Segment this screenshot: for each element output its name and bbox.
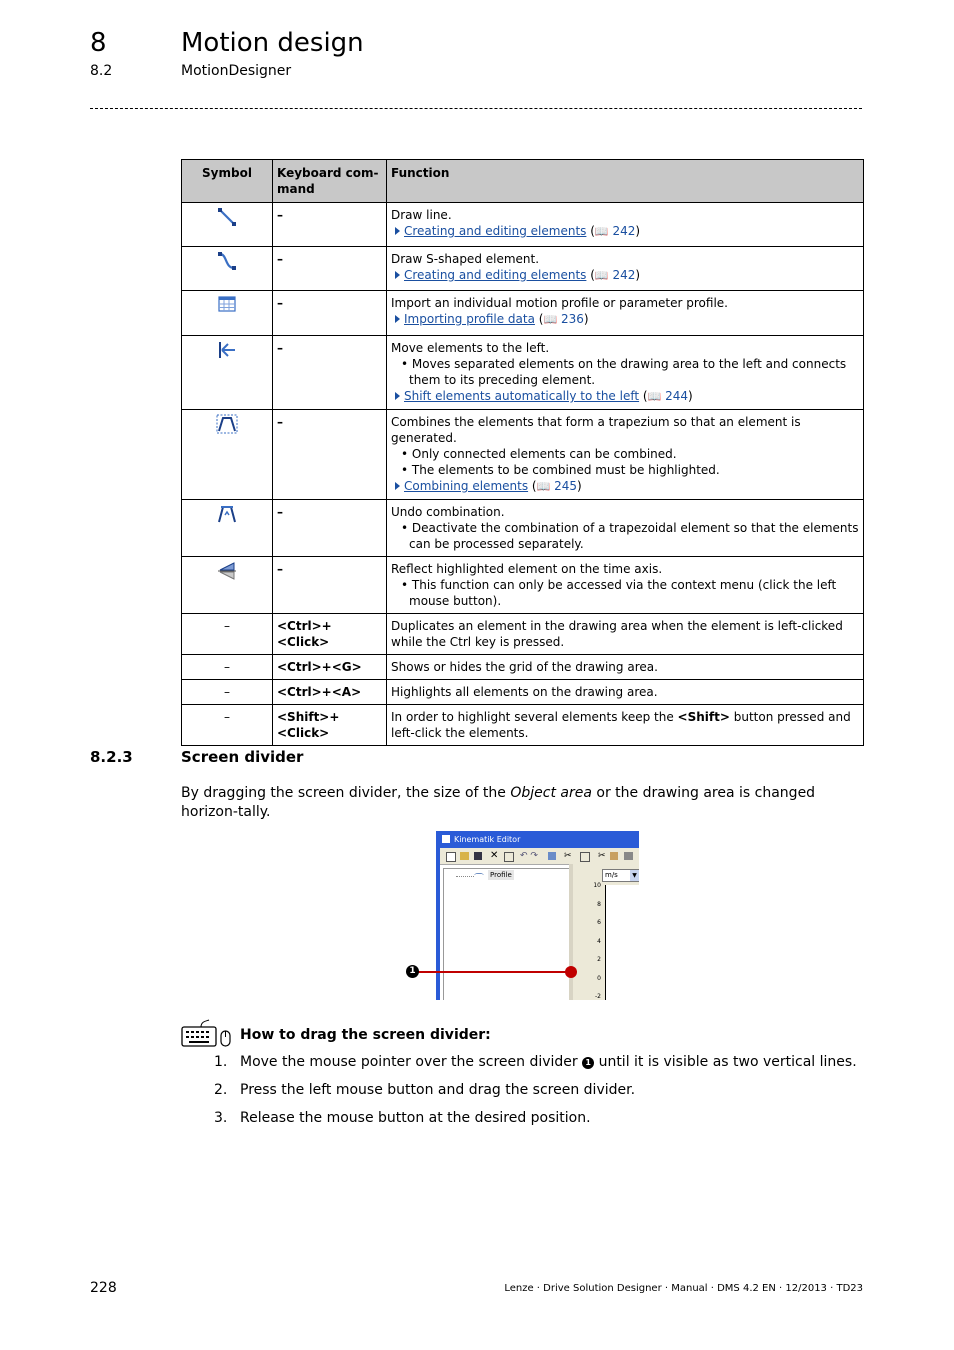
- book-icon: 📖: [543, 313, 558, 326]
- table-row: [182, 247, 864, 291]
- book-icon: 📖: [647, 390, 662, 403]
- symbol-cell: [182, 655, 273, 680]
- object-area[interactable]: [443, 868, 570, 1000]
- link-arrow-icon: [395, 482, 400, 490]
- bullet-item: • Only connected elements can be combined.: [391, 446, 859, 462]
- callout-number: 1: [406, 965, 419, 978]
- symbol-cell: [182, 336, 273, 410]
- table-row: [182, 655, 864, 680]
- column-header-symbol: Symbol: [182, 160, 273, 203]
- window-title-bar: Kinematik Editor: [436, 831, 639, 848]
- window-left-border: [436, 848, 440, 1000]
- bullet-item: • This function can only be accessed via the context menu (click the left mouse button).: [391, 577, 859, 609]
- header-divider: [90, 108, 862, 109]
- cross-reference-link[interactable]: Combining elements: [404, 479, 529, 493]
- page-reference[interactable]: 236: [560, 312, 584, 326]
- function-cell: Combines the elements that form a trapezium so that an element is generated. • Only connected elements can be combined. • The elements to be combined must be highlighted. Combining elements (📖 245): [387, 410, 864, 500]
- function-text: Import an individual motion profile or parameter profile.: [391, 296, 728, 310]
- table-row: [182, 203, 864, 247]
- keyboard-command-cell: <Ctrl>+<G>: [273, 655, 387, 680]
- function-text: Move elements to the left.: [391, 341, 550, 355]
- section-title: MotionDesigner: [181, 63, 292, 79]
- keyboard-command-cell: <Shift>+<Click>: [273, 705, 387, 746]
- table-import-icon: [217, 302, 237, 316]
- table-row: [182, 614, 864, 655]
- keyboard-command-cell: –: [273, 500, 387, 557]
- toolbar-functions-table: [181, 159, 864, 746]
- function-cell: Import an individual motion profile or parameter profile. Importing profile data (📖 236): [387, 291, 864, 336]
- book-icon: 📖: [594, 269, 609, 282]
- table-row: [182, 500, 864, 557]
- keyboard-command-cell: –: [273, 410, 387, 500]
- cross-reference-link[interactable]: Creating and editing elements: [404, 224, 587, 238]
- chevron-down-icon: ▼: [630, 870, 639, 881]
- chapter-title: Motion design: [181, 28, 364, 58]
- symbol-cell: [182, 614, 273, 655]
- step-item: 3. Release the mouse button at the desired position.: [214, 1110, 591, 1126]
- function-text: Draw S-shaped element.: [391, 252, 540, 266]
- reflect-icon: [216, 570, 238, 584]
- callout-marker: [565, 966, 577, 978]
- column-header-function: Function: [387, 160, 864, 203]
- move-left-icon: [217, 349, 237, 363]
- keyboard-command-cell: –: [273, 203, 387, 247]
- table-row: [182, 680, 864, 705]
- symbol-dash: –: [224, 619, 230, 633]
- howto-title: How to drag the screen divider:: [240, 1027, 491, 1043]
- link-arrow-icon: [395, 315, 400, 323]
- table-row: [182, 705, 864, 746]
- symbol-cell: [182, 500, 273, 557]
- intro-paragraph: By dragging the screen divider, the size of the Object area or the drawing area is changed horizon-tally.: [181, 785, 816, 820]
- function-text: Highlights all elements on the drawing area.: [391, 685, 658, 699]
- undo-combination-icon: [216, 513, 238, 527]
- link-arrow-icon: [395, 271, 400, 279]
- tree-item-profile[interactable]: Profile: [490, 871, 512, 879]
- drawing-plot[interactable]: [605, 885, 639, 1000]
- keyboard-command-cell: <Ctrl>+<A>: [273, 680, 387, 705]
- bullet-item: • Deactivate the combination of a trapezoidal element so that the elements can be processed separately.: [391, 520, 859, 552]
- symbol-cell: [182, 203, 273, 247]
- function-cell: [387, 557, 864, 614]
- keyboard-command-cell: –: [273, 336, 387, 410]
- function-text: Combines the elements that form a trapezium so that an element is generated.: [391, 415, 801, 445]
- subsection-number: 8.2.3: [90, 748, 133, 766]
- symbol-cell: [182, 247, 273, 291]
- function-cell: [387, 680, 864, 705]
- column-header-keyboard: Keyboard com-mand: [273, 160, 387, 203]
- kinematik-editor-screenshot: [436, 831, 639, 1000]
- function-cell: Draw S-shaped element. Creating and editing elements (📖 242): [387, 247, 864, 291]
- combine-trapezium-icon: [216, 423, 238, 437]
- symbol-cell: [182, 410, 273, 500]
- symbol-dash: –: [224, 660, 230, 674]
- table-row: [182, 291, 864, 336]
- keyboard-command-cell: –: [273, 291, 387, 336]
- callout-number: 1: [582, 1057, 594, 1069]
- footer-text: Lenze · Drive Solution Designer · Manual · DMS 4.2 EN · 12/2013 · TD23: [504, 1283, 863, 1294]
- symbol-cell: [182, 705, 273, 746]
- symbol-dash: –: [224, 685, 230, 699]
- unit-select[interactable]: m/s ▼: [602, 869, 639, 882]
- function-cell: [387, 500, 864, 557]
- table-row: [182, 336, 864, 410]
- function-text: Undo combination.: [391, 505, 505, 519]
- s-curve-icon: [217, 260, 237, 274]
- cross-reference-link[interactable]: Importing profile data: [404, 312, 535, 326]
- page-reference[interactable]: 245: [554, 479, 578, 493]
- cross-reference-link[interactable]: Creating and editing elements: [404, 268, 587, 282]
- step-item: 1. Move the mouse pointer over the screen divider 1 until it is visible as two vertical lines.: [214, 1054, 857, 1070]
- function-cell: [387, 614, 864, 655]
- symbol-cell: [182, 680, 273, 705]
- symbol-dash: –: [224, 710, 230, 724]
- y-axis-ticks: 10 8 6 4 2 0 -2: [593, 882, 601, 1000]
- symbol-cell: [182, 557, 273, 614]
- function-text: Duplicates an element in the drawing area when the element is left-clicked while the Ctrl key is pressed.: [391, 619, 843, 649]
- link-arrow-icon: [395, 227, 400, 235]
- table-row: [182, 557, 864, 614]
- editor-toolbar: ✕ ↶ ↷ ✂ ✂: [436, 848, 639, 865]
- book-icon: 📖: [536, 480, 551, 493]
- step-item: 2. Press the left mouse button and drag the screen divider.: [214, 1082, 636, 1098]
- howto-steps: [181, 1052, 865, 1136]
- bullet-item: • Moves separated elements on the drawing area to the left and connects them to its preceding element.: [391, 356, 859, 388]
- chapter-number: 8: [90, 28, 107, 58]
- draw-line-icon: [217, 216, 237, 230]
- function-text: Reflect highlighted element on the time axis.: [391, 562, 663, 576]
- page-number: 228: [90, 1280, 117, 1296]
- book-icon: 📖: [594, 225, 609, 238]
- subsection-title: Screen divider: [181, 748, 304, 766]
- keyboard-command-cell: –: [273, 557, 387, 614]
- keyboard-command-cell: –: [273, 247, 387, 291]
- function-cell: Draw line. Creating and editing elements (📖 242): [387, 203, 864, 247]
- cross-reference-link[interactable]: Shift elements automatically to the left: [404, 389, 640, 403]
- bullet-item: • The elements to be combined must be highlighted.: [391, 462, 859, 478]
- function-cell: [387, 655, 864, 680]
- page-reference[interactable]: 244: [665, 389, 689, 403]
- symbol-cell: [182, 291, 273, 336]
- keyboard-mouse-icon: [181, 1019, 233, 1049]
- function-text: Draw line.: [391, 208, 452, 222]
- profile-icon: ⌒: [474, 874, 484, 885]
- section-number: 8.2: [90, 63, 113, 79]
- callout-line: [418, 971, 571, 973]
- page-reference[interactable]: 242: [612, 224, 636, 238]
- link-arrow-icon: [395, 392, 400, 400]
- function-cell: Move elements to the left. • Moves separated elements on the drawing area to the left and connects them to its preceding element. Shift elements automatically to the left (📖 244): [387, 336, 864, 410]
- page-reference[interactable]: 242: [612, 268, 636, 282]
- table-row: [182, 410, 864, 500]
- function-cell: In order to highlight several elements keep the <Shift> button pressed and left-click the elements.: [387, 705, 864, 746]
- function-text: Shows or hides the grid of the drawing area.: [391, 660, 658, 674]
- keyboard-command-cell: <Ctrl>+<Click>: [273, 614, 387, 655]
